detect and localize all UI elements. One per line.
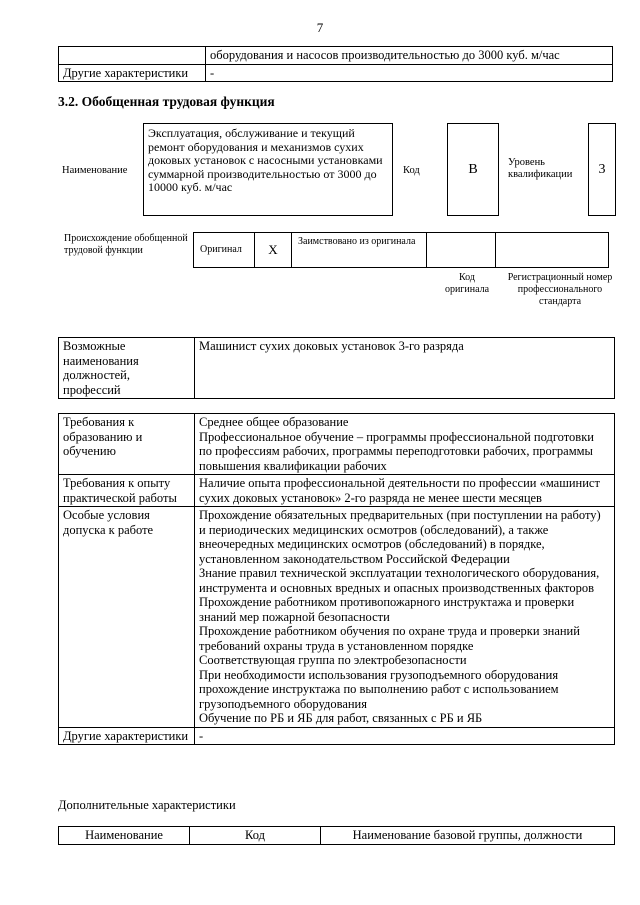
top-table-other-value: -	[206, 64, 613, 82]
original-label: Оригинал	[200, 244, 242, 255]
origin-code-cell	[426, 232, 496, 268]
additional-col-group: Наименование базовой группы, должности	[321, 827, 615, 845]
level-box: 3	[588, 123, 616, 216]
additional-title: Дополнительные характеристики	[58, 798, 236, 812]
page-number: 7	[316, 20, 324, 35]
code-box: B	[447, 123, 499, 216]
top-table-empty-cell	[59, 47, 206, 65]
name-label: Наименование	[62, 165, 128, 176]
other-label: Другие характеристики	[59, 727, 195, 745]
positions-value: Машинист сухих доковых установок 3-го разряда	[195, 338, 615, 399]
code-label: Код	[403, 165, 420, 176]
experience-value: Наличие опыта профессиональной деятельности по профессии «машинист сухих доковых установок» 2-го разряда не менее шести месяцев	[195, 475, 615, 507]
requirements-table	[58, 413, 615, 745]
top-table	[58, 46, 613, 82]
education-value: Среднее общее образование Профессиональное обучение – программы профессиональной подготовки по профессиям рабочих, программы переподготовки рабочих, программы повышения квалификации рабочих	[195, 414, 615, 475]
original-cell	[193, 232, 255, 268]
top-table-other-label: Другие характеристики	[59, 64, 206, 82]
positions-label: Возможные наименования должностей, профессий	[59, 338, 195, 399]
origin-code-caption: Код оригинала	[444, 272, 490, 295]
origin-reg-cell	[495, 232, 609, 268]
additional-table	[58, 826, 615, 845]
admission-label: Особые условия допуска к работе	[59, 507, 195, 728]
admission-value: Прохождение обязательных предварительных (при поступлении на работу) и периодических медицинских осмотров (обследований), а также внеочередных медицинских осмотров (обследований) в порядке, установленном законодательством Российской Федерации Знание правил технической эксплуатации технологического оборудования, инструмента и основных вредных и опасных производственных факторов Прохождение работником противопожарного инструктажа и проверки знаний мер пожарной безопасности Прохождение работником обучения по охране труда и проверки знаний требований охраны труда в установленном порядке Соответствующая группа по электробезопасности При необходимости использования грузоподъемного оборудования прохождение инструктажа по выполнению работ с использованием грузоподъемного оборудования Обучение по РБ и ЯБ для работ, связанных с РБ и ЯБ	[195, 507, 615, 728]
level-label: Уровень квалификации	[508, 157, 573, 180]
section-title: 3.2. Обобщенная трудовая функция	[58, 94, 275, 109]
function-name-box: Эксплуатация, обслуживание и текущий ремонт оборудования и механизмов сухих доковых установок с насосными установками суммарной производительностью от 3000 до 10000 куб. м/час	[143, 123, 393, 216]
experience-label: Требования к опыту практической работы	[59, 475, 195, 507]
origin-reg-caption: Регистрационный номер профессионального стандарта	[507, 272, 613, 307]
origin-label: Происхождение обобщенной трудовой функции	[64, 233, 188, 256]
positions-table	[58, 337, 615, 399]
original-mark-cell: X	[254, 232, 292, 268]
additional-col-code: Код	[190, 827, 321, 845]
additional-col-name: Наименование	[59, 827, 190, 845]
origin-row	[194, 232, 609, 268]
top-table-row1-text: оборудования и насосов производительностью до 3000 куб. м/час	[206, 47, 613, 65]
borrowed-cell: Заимствовано из оригинала	[291, 232, 427, 268]
other-value: -	[195, 727, 615, 745]
education-label: Требования к образованию и обучению	[59, 414, 195, 475]
